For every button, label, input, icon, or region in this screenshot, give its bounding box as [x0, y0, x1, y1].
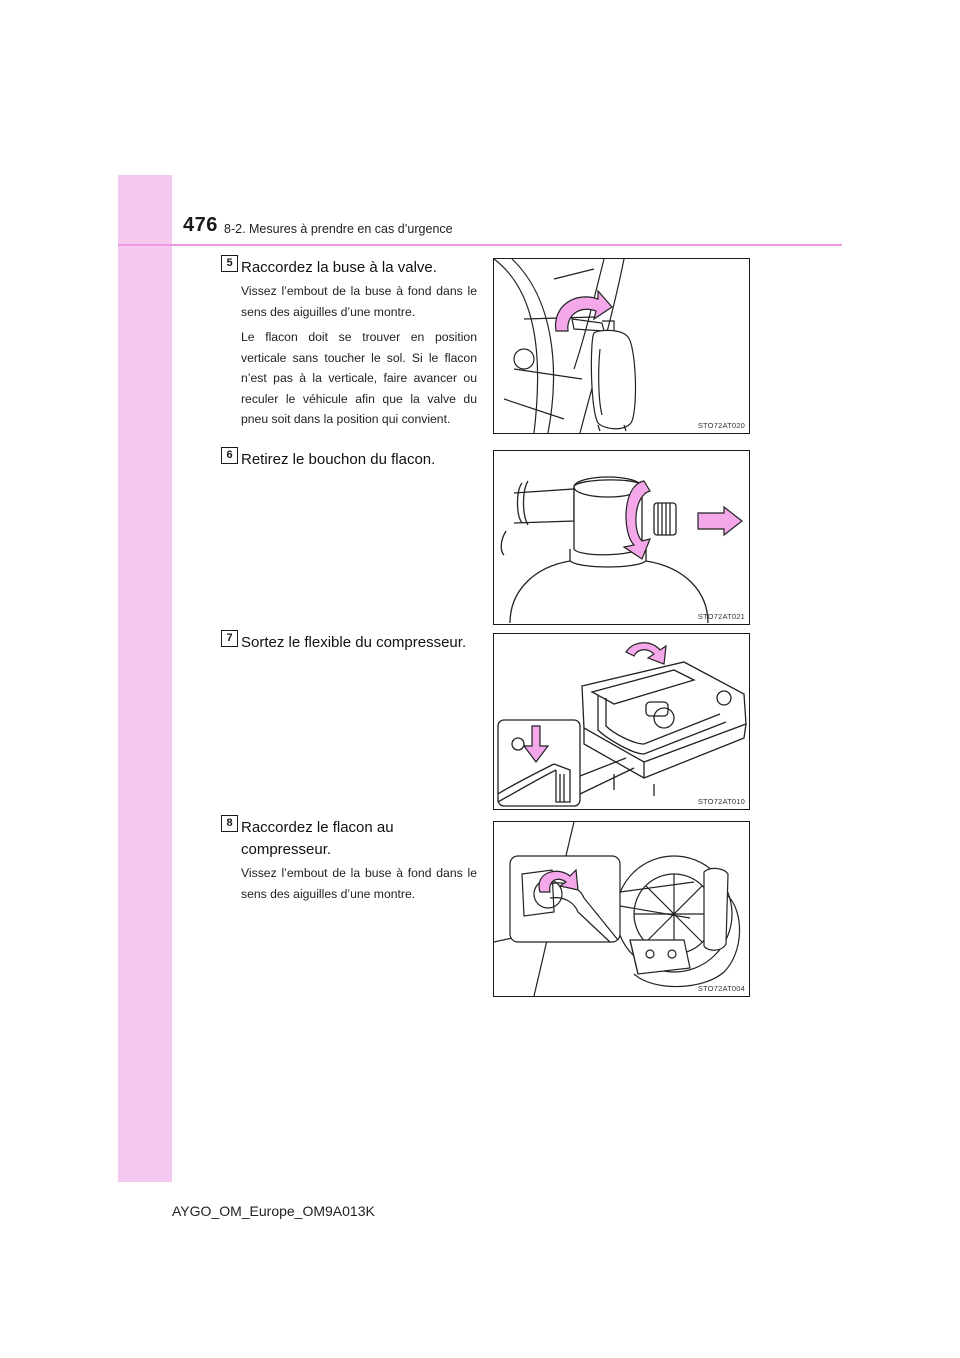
page-number: 476 — [183, 214, 218, 236]
step-body — [241, 863, 477, 909]
bottle-compressor-illustration — [494, 822, 749, 996]
header-rule — [118, 244, 842, 246]
figure-remove-bottle-cap — [493, 450, 750, 625]
document-code-footer: AYGO_OM_Europe_OM9A013K — [172, 1203, 375, 1219]
step-heading: Sortez le flexible du compresseur. — [241, 634, 467, 651]
figure-take-out-hose — [493, 633, 750, 810]
step-paragraph: Vissez l’embout de la buse à fond dans le sens des aiguilles d’une montre. — [241, 284, 477, 319]
step-number-badge: 5 — [221, 255, 238, 272]
step-number-badge: 6 — [221, 447, 238, 464]
step-paragraph: Vissez l’embout de la buse à fond dans le sens des aiguilles d’une montre. — [241, 866, 477, 901]
step-heading: Raccordez le flacon au compresseur. — [241, 819, 394, 858]
tire-valve-illustration — [494, 259, 749, 433]
figure-connect-bottle-compressor — [493, 821, 750, 997]
step-paragraph: Le flacon doit se trouver en position verticale sans toucher le sol. Si le flacon n’est pas à la verticale, faire avancer ou reculer le véhicule afin que la valve du pneu soit dans la position qui convient. — [241, 330, 477, 426]
figure-code: STO72AT010 — [697, 797, 745, 806]
step-heading: Raccordez la buse à la valve. — [241, 259, 437, 276]
step-number-badge: 7 — [221, 630, 238, 647]
figure-nozzle-on-valve — [493, 258, 750, 434]
figure-code: STO72AT020 — [697, 421, 745, 430]
section-title: 8-2. Mesures à prendre en cas d’urgence — [224, 222, 453, 236]
step-heading: Retirez le bouchon du flacon. — [241, 451, 436, 468]
compressor-hose-illustration — [494, 634, 749, 809]
step-body — [241, 281, 477, 435]
step-number-badge: 8 — [221, 815, 238, 832]
figure-code: STO72AT004 — [697, 984, 745, 993]
chapter-sidebar-tab — [118, 175, 172, 1182]
figure-code: STO72AT021 — [697, 612, 745, 621]
bottle-cap-illustration — [494, 451, 749, 624]
